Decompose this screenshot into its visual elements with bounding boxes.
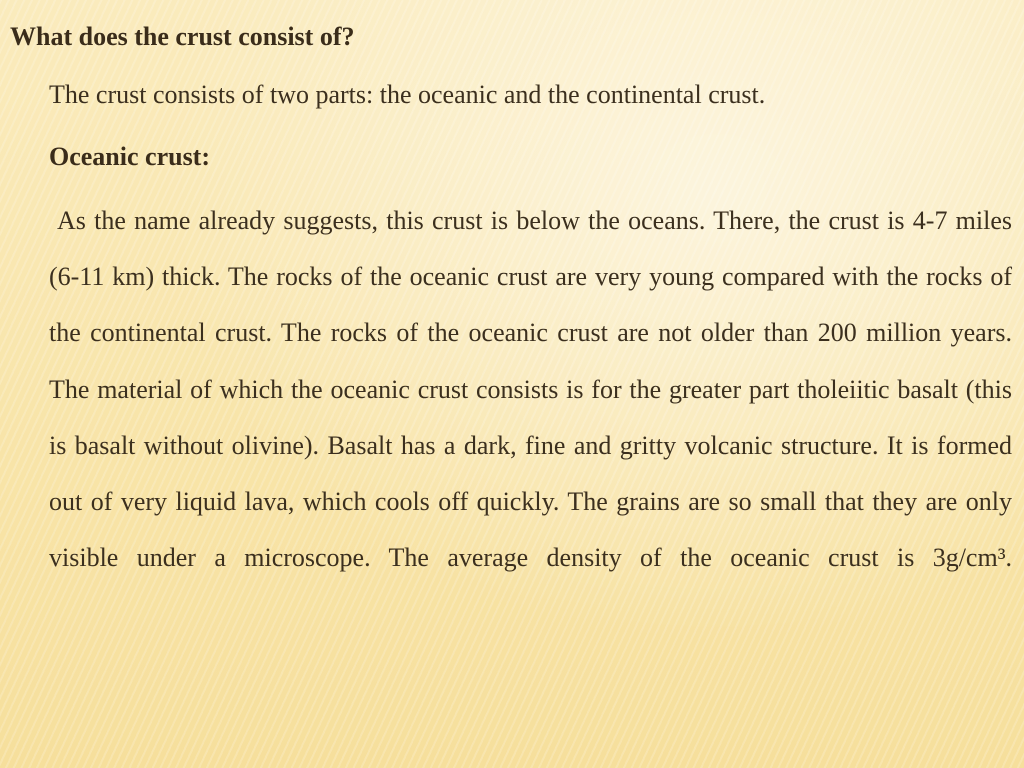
body-paragraph: As the name already suggests, this crust is below the oceans. There, the crust is 4-7 miles (6-11 km) thick. The rocks of the oceanic crust are very young compared with the rocks of the continental crust. The rocks of the oceanic crust are not older than 200 million years. The material of which the oceanic crust consists is for the greater part tholeiitic basalt (this is basalt without olivine). Basalt has a dark, fine and gritty volcanic structure. It is formed out of very liquid lava, which cools off quickly. The grains are so small that they are only visible under a microscope. The average density of the oceanic crust is 3g/cm³. bbox=[49, 206, 1012, 573]
slide-heading: What does the crust consist of? bbox=[10, 22, 355, 51]
intro-paragraph: The crust consists of two parts: the oceanic and the continental crust. bbox=[49, 80, 766, 109]
section-heading: Oceanic crust: bbox=[49, 142, 211, 171]
